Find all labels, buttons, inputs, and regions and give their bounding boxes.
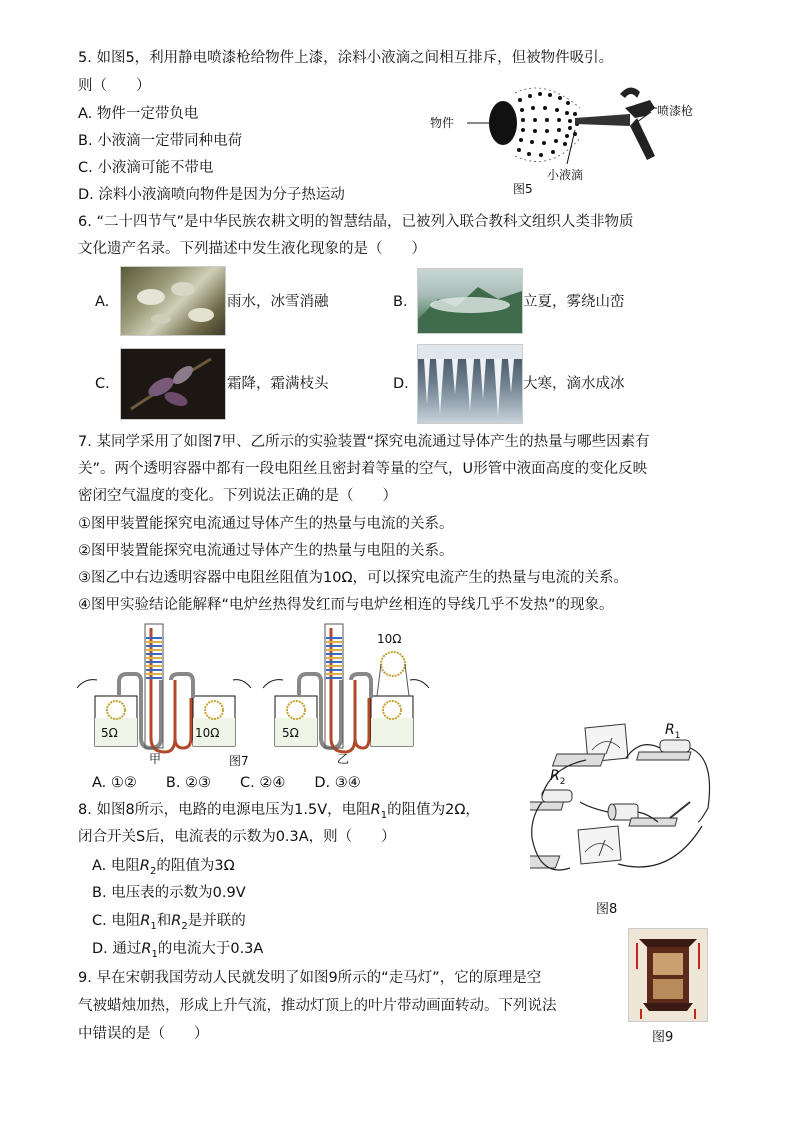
q8-option-a-r: R [139, 858, 150, 874]
q8-option-c-post: 是并联的 [187, 913, 246, 929]
q8-option-c-r2: R [171, 913, 182, 929]
figure-9-lantern-photo [628, 928, 708, 1022]
q8-option-a-post: 的阻值为3Ω [156, 858, 235, 874]
figure-7-jia-label: 甲 [149, 752, 162, 766]
figure-7-jia-resistor-right: 10Ω [195, 726, 220, 740]
q5-stem-line1: 5. 如图5，利用静电喷漆枪给物件上漆，涂料小液滴之间相互排斥，但被物件吸引。 [78, 50, 614, 66]
q7-stem-line2: 关”。两个透明容器中都有一段电阻丝且密封着等量的空气，U形管中液面高度的变化反映 [78, 461, 648, 477]
q8-option-d-sub: 1 [151, 948, 158, 960]
q6-photo-melting-snow [120, 266, 226, 336]
q5-option-c: C. 小液滴可能不带电 [78, 160, 214, 176]
figure-8-r2-label [550, 768, 565, 787]
figure-5-gun-label: 喷漆枪 [657, 104, 694, 118]
q8-option-c-mid: 和 [156, 913, 172, 929]
q8-option-c [92, 911, 246, 937]
q6-stem-line2: 文化遗产名录。下列描述中发生液化现象的是（ ） [78, 241, 426, 257]
figure-7-yi-resistor-top: 10Ω [377, 632, 402, 646]
figure-5-caption: 图5 [513, 182, 533, 196]
figure-8-r2-symbol: R [550, 768, 560, 784]
q6-option-d-text: 大寒，滴水成冰 [523, 376, 625, 392]
figure-7-jia-resistor-left: 5Ω [101, 726, 118, 740]
q7-stem-line1: 7. 某同学采用了如图7甲、乙所示的实验装置“探究电流通过导体产生的热量与哪些因素有 [78, 434, 650, 450]
q6-photo-icicles [417, 344, 523, 424]
figure-7-yi-label: 乙 [337, 752, 350, 766]
q8-option-c-sub2: 2 [181, 920, 188, 932]
q6-option-c-text: 霜降，霜满枝头 [227, 376, 329, 392]
figure-8-r1-label [665, 722, 680, 741]
q8-option-d-r: R [141, 941, 152, 957]
figure-8-circuit [530, 718, 720, 918]
figure-5-droplet-label: 小液滴 [547, 168, 584, 182]
q6-option-a-letter: A. [95, 294, 110, 310]
q6-option-c-letter: C. [95, 376, 110, 392]
q7-statement-1: ①图甲装置能探究电流通过导体产生的热量与电流的关系。 [78, 516, 454, 532]
q7-options: A. ①② B. ②③ C. ②④ D. ③④ [92, 775, 361, 791]
q9-stem-line2: 气被蜡烛加热，形成上升气流，推动灯顶上的叶片带动画面转动。下列说法 [78, 998, 557, 1014]
figure-8-r1-symbol: R [665, 722, 675, 738]
q8-r1-symbol: R [370, 802, 381, 818]
q7-statement-4: ④图甲实验结论能解释“电炉丝热得发红而与电炉丝相连的导线几乎不发热”的现象。 [78, 597, 614, 613]
q8-stem-line2: 闭合开关S后，电流表的示数为0.3A，则（ ） [78, 829, 396, 845]
q8-option-d-pre: D. 通过 [92, 941, 142, 957]
figure-8-r1-subscript: 1 [674, 730, 681, 741]
q8-option-a-sub: 2 [149, 865, 157, 877]
q6-stem-line1: 6. “二十四节气”是中华民族农耕文明的智慧结晶，已被列入联合教科文组织人类非物质 [78, 214, 634, 230]
q7-statement-3: ③图乙中右边透明容器中电阻丝阻值为10Ω，可以探究电流产生的热量与电流的关系。 [78, 570, 629, 586]
q6-option-a-text: 雨水，冰雪消融 [227, 294, 329, 310]
q6-option-b-text: 立夏，雾绕山峦 [523, 294, 625, 310]
q6-photo-misty-mountain [417, 268, 523, 334]
q6-option-b-letter: B. [393, 294, 408, 310]
figure-9-caption: 图9 [652, 1030, 674, 1045]
figure-5-object-label: 物件 [430, 116, 455, 130]
q6-option-d-letter: D. [393, 376, 409, 392]
q9-stem-line3: 中错误的是（ ） [78, 1026, 209, 1042]
q7-stem-line3: 密闭空气温度的变化。下列说法正确的是（ ） [78, 488, 397, 504]
q5-option-d: D. 涂料小液滴喷向物件是因为分子热运动 [78, 187, 345, 203]
figure-8-r2-subscript: 2 [559, 776, 566, 787]
q8-option-c-pre: C. 电阻 [92, 913, 141, 929]
q8-r1-subscript: 1 [380, 809, 388, 821]
q7-statement-2: ②图甲装置能探究电流通过导体产生的热量与电阻的关系。 [78, 543, 454, 559]
q8-option-d-post: 的电流大于0.3A [157, 941, 264, 957]
figure-7-apparatus [75, 618, 435, 768]
q5-stem-line2: 则（ ） [78, 78, 151, 94]
q9-stem-line1: 9. 早在宋朝我国劳动人民就发明了如图9所示的“走马灯”，它的原理是空 [78, 970, 542, 986]
q6-photo-frosted-branch [120, 348, 226, 420]
figure-7-caption: 图7 [229, 754, 249, 768]
q8-stem-line1-b: 的阻值为2Ω， [387, 802, 480, 818]
q8-option-c-r1: R [140, 913, 151, 929]
q8-option-b: B. 电压表的示数为0.9V [92, 885, 246, 901]
q8-stem-line1-a: 8. 如图8所示，电路的电源电压为1.5V，电阻 [78, 802, 371, 818]
figure-8-caption: 图8 [596, 902, 618, 917]
figure-5-spray-gun [425, 78, 715, 198]
q5-option-a: A. 物件一定带负电 [78, 106, 199, 122]
q5-option-b: B. 小液滴一定带同种电荷 [78, 133, 243, 149]
q8-stem-line1 [78, 800, 480, 826]
q8-option-c-sub1: 1 [150, 920, 157, 932]
q8-option-d [92, 939, 263, 965]
figure-7-yi-resistor-left: 5Ω [282, 726, 299, 740]
q8-option-a-pre: A. 电阻 [92, 858, 140, 874]
q8-option-a [92, 856, 235, 882]
